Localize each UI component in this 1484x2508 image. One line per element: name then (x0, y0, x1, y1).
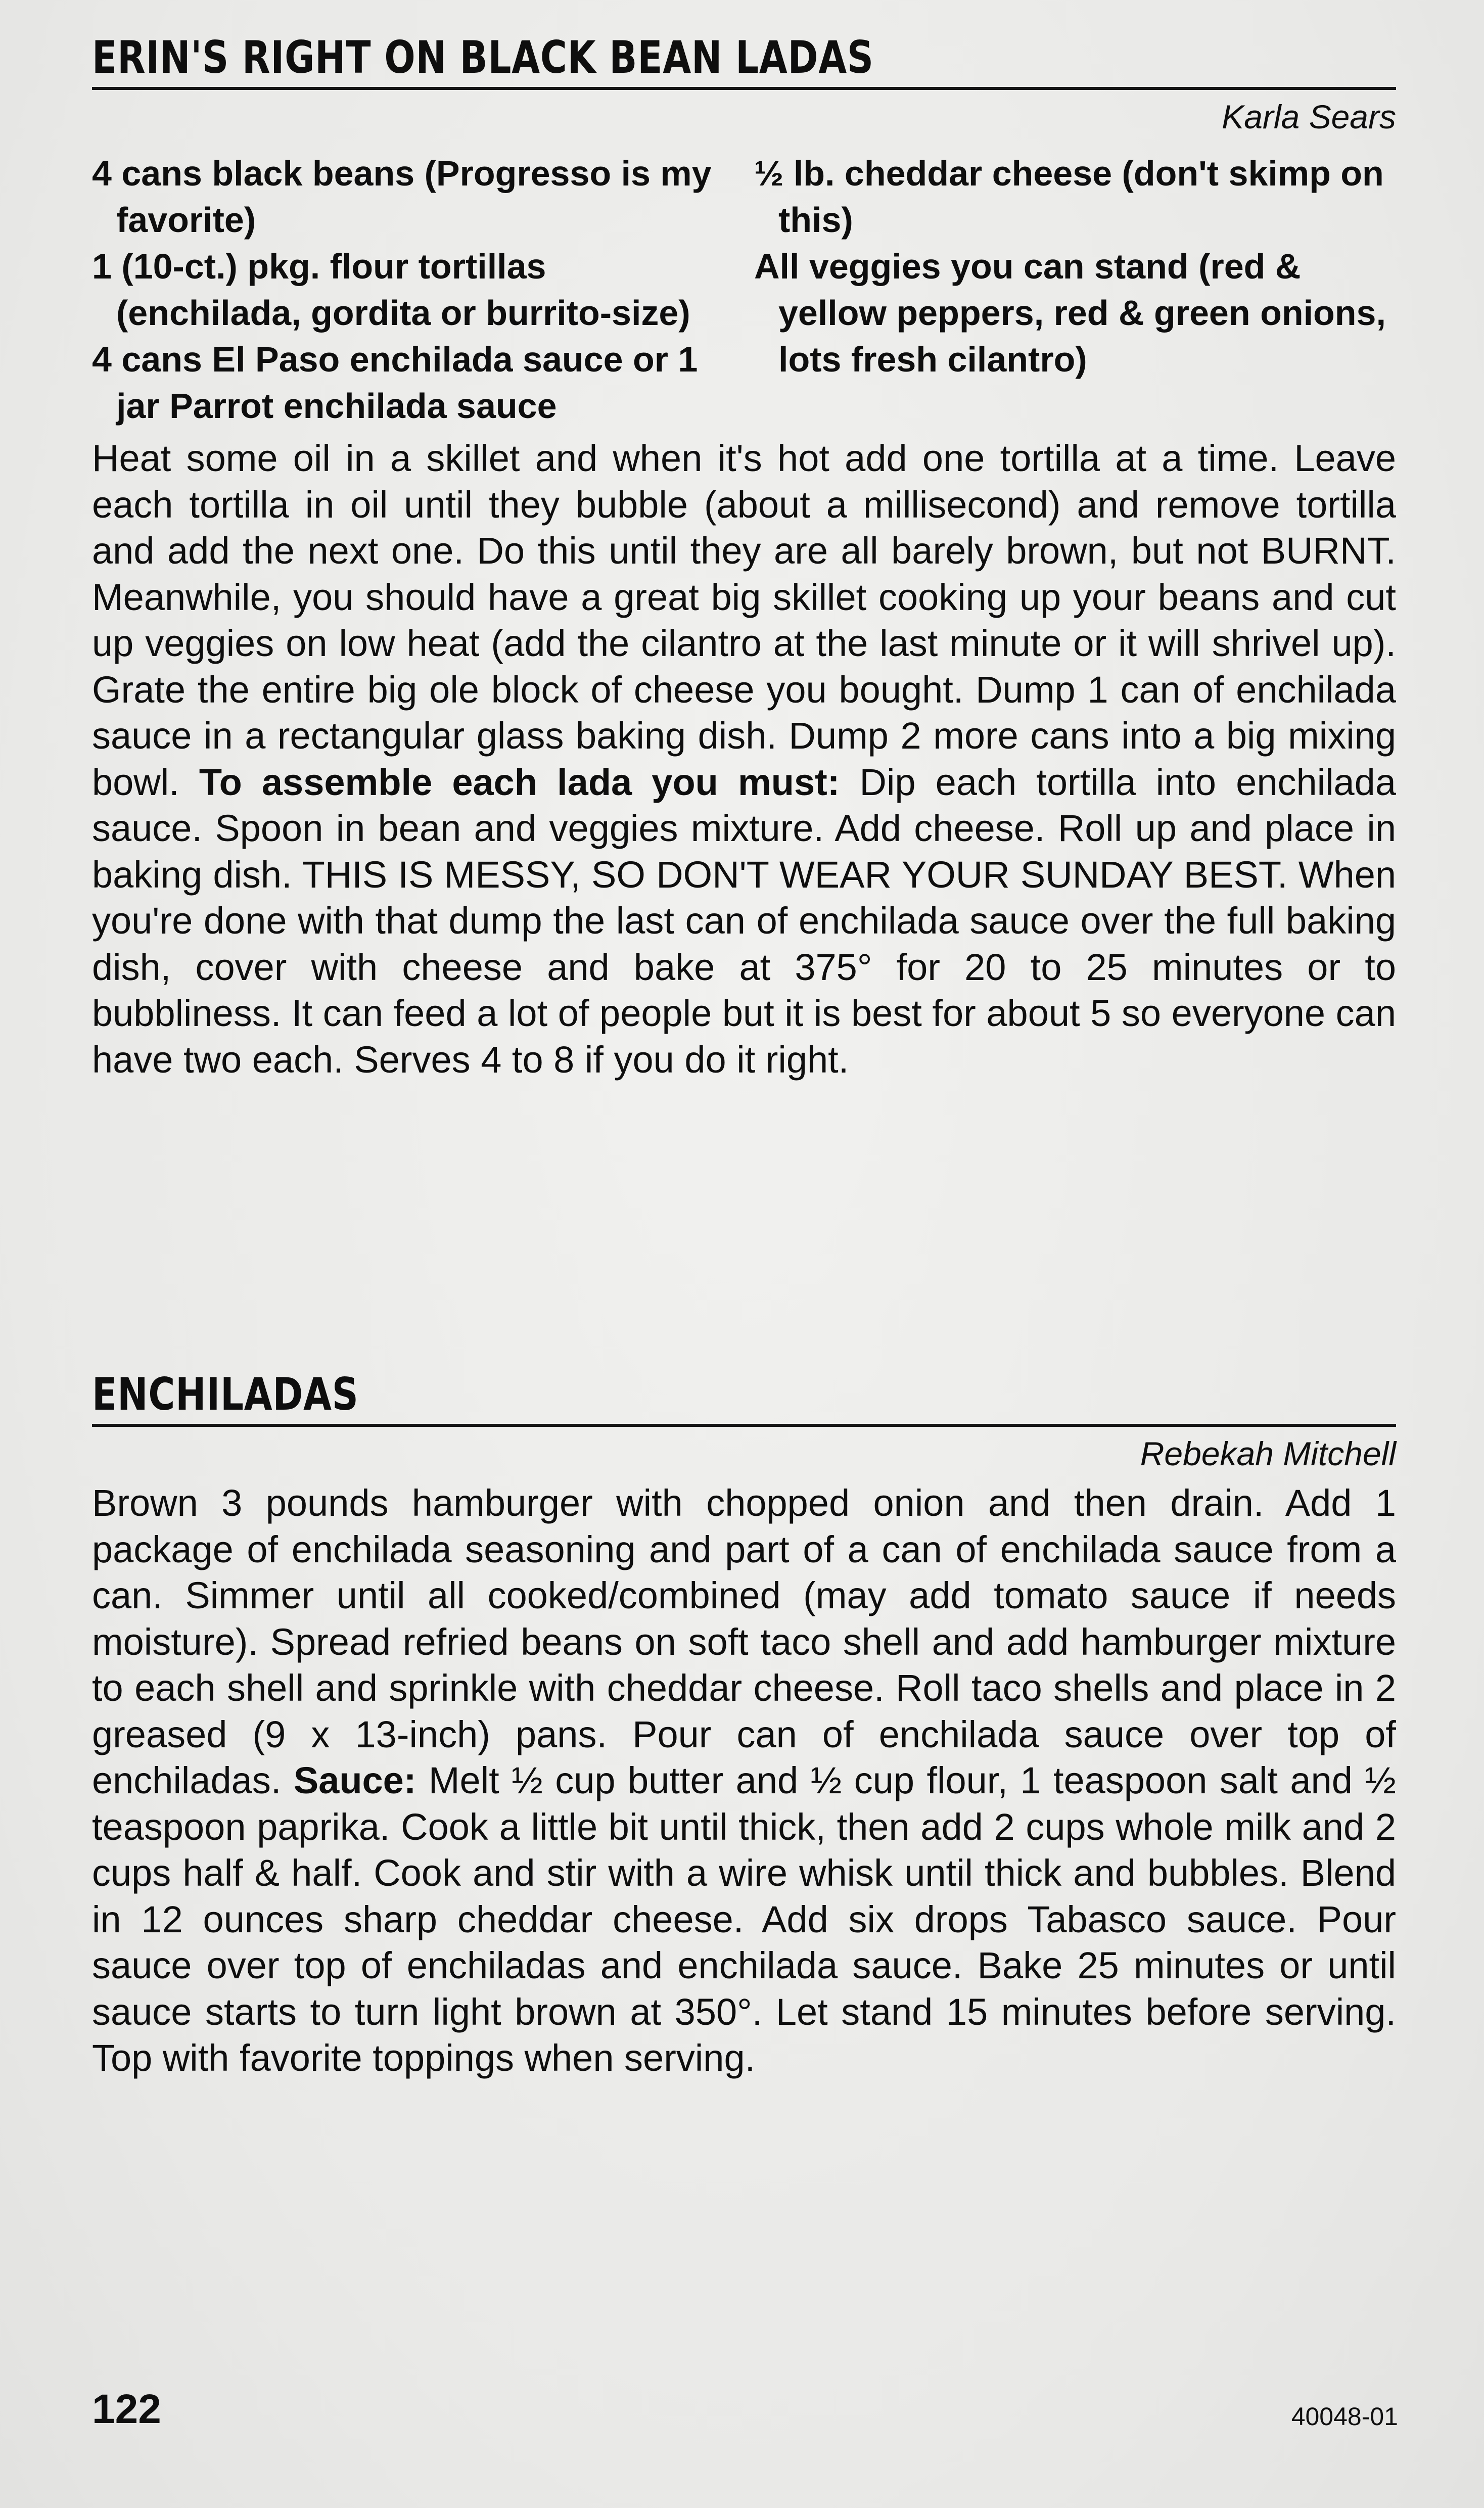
directions-text: Heat some oil in a skillet and when it's hot add one tortilla at a time. Leave each tortilla in oil until they bubble (about a millisecond) and remove tortilla and add the next one. Do this until they are all barely brown, but not BURNT. Meanwhile, you should have a great big skillet cooking up your beans and cut up veggies on low heat (add the cilantro at the last minute or it will shrivel up). Grate the entire big ole block of cheese you bought. Dump 1 can of enchilada sauce in a rectangular glass baking dish. Dump 2 more cans into a big mixing bowl. (92, 437, 1396, 803)
directions-bold-text: To assemble each lada you must: (199, 761, 840, 803)
title-rule (92, 87, 1396, 90)
recipe-author: Karla Sears (1222, 98, 1396, 135)
recipe-author: Rebekah Mitchell (1140, 1435, 1396, 1472)
recipe-enchiladas (92, 1368, 1397, 2119)
page-number: 122 (92, 2386, 161, 2432)
recipe-title: ENCHILADAS (92, 1368, 359, 1420)
ingredient-item: All veggies you can stand (red & yellow peppers, red & green onions, lots fresh cilantro) (754, 247, 1386, 380)
ingredient-list (92, 150, 1396, 429)
directions-text: Brown 3 pounds hamburger with chopped onion and then drain. Add 1 package of enchilada seasoning and part of a can of enchilada sauce from a can. Simmer until all cooked/combined (may add tomato sauce if needs moisture). Spread refried beans on soft taco shell and add hamburger mixture to each shell and sprinkle with cheddar cheese. Roll taco shells and place in 2 greased (9 x 13-inch) pans. Pour can of enchilada sauce over top of enchiladas. (92, 1482, 1396, 1802)
ingredient-item: ½ lb. cheddar cheese (don't skimp on this) (754, 154, 1384, 240)
directions-text: Melt ½ cup butter and ½ cup flour, 1 teaspoon salt and ½ teaspoon paprika. Cook a little bit until thick, then add 2 cups whole milk and 2 cups half & half. Cook and stir with a wire whisk until thick and bubbles. Blend in 12 ounces sharp cheddar cheese. Add six drops Tabasco sauce. Pour sauce over top of enchiladas and enchilada sauce. Bake 25 minutes or until sauce starts to turn light brown at 350°. Let stand 15 minutes before serving. Top with favorite toppings when serving. (92, 1759, 1397, 2079)
print-code: 40048-01 (1291, 2402, 1398, 2431)
recipe-title: ERIN'S RIGHT ON BLACK BEAN LADAS (92, 31, 874, 83)
recipe-directions (92, 1480, 1396, 2081)
ingredient-column-right (754, 150, 1396, 429)
directions-text: Dip each tortilla into enchilada sauce. Spoon in bean and veggies mixture. Add cheese. Roll up and place in baking dish. THIS IS MESSY, SO DON'T WEAR YOUR SUNDAY BEST. When you're done with that dump the last can of enchilada sauce over the full baking dish, cover with cheese and bake at 375° for 20 to 25 minutes or to bubbliness. It can feed a lot of people but it is best for about 5 so everyone can have two each. Serves 4 to 8 if you do it right. (92, 761, 1396, 1081)
directions-bold-text: Sauce: (293, 1759, 416, 1802)
ingredient-column-left (92, 150, 719, 429)
ingredient-item: 1 (10-ct.) pkg. flour tortillas (enchilada, gordita or burrito-size) (92, 247, 690, 333)
recipe-directions (92, 435, 1396, 1083)
ingredient-item: 4 cans black beans (Progresso is my favorite) (92, 154, 712, 240)
ingredient-item: 4 cans El Paso enchilada sauce or 1 jar Parrot enchilada sauce (92, 340, 698, 426)
title-rule (92, 1424, 1396, 1427)
recipe-black-bean-ladas (92, 31, 1396, 1120)
